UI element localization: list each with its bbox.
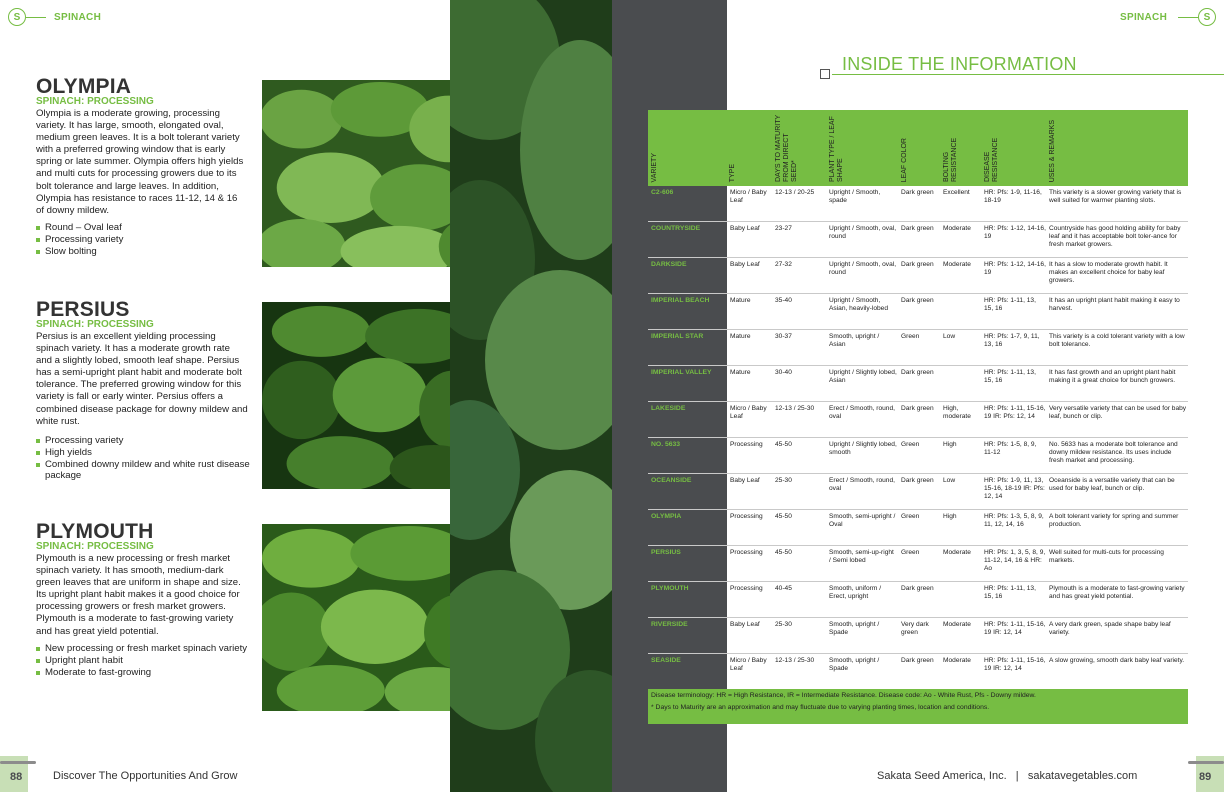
cell-bolting: Low [943, 333, 956, 340]
cell-leaf-color: Dark green [901, 585, 934, 592]
column-header: PLANT TYPE / LEAF SHAPE [829, 116, 844, 182]
cell-plant-type: Smooth, upright / Spade [829, 621, 880, 637]
cell-bolting: Moderate [943, 621, 971, 628]
column-header: VARIETY [651, 152, 658, 182]
footnote: * Days to Maturity are an approximation and may fluctuate due to varying planting times, location and conditions. [651, 704, 990, 711]
feature-item: Round – Oval leaf [36, 222, 256, 234]
cell-bolting: Moderate [943, 657, 971, 664]
cell-variety: PERSIUS [651, 549, 681, 556]
footer-tagline: Discover The Opportunities And Grow [53, 770, 238, 782]
feature-item: Upright plant habit [36, 655, 256, 667]
cell-plant-type: Smooth, uniform / Erect, upright [829, 585, 882, 601]
cell-days: 23-27 [775, 225, 792, 232]
cell-remarks: Countryside has good holding ability for baby leaf and it has acceptable bolt toler-ance for fresh market growers. [1049, 225, 1181, 249]
cell-variety: IMPERIAL BEACH [651, 297, 710, 304]
feature-item: High yields [36, 447, 256, 459]
spinach-background-photo [450, 0, 612, 792]
footer-company: Sakata Seed America, Inc. | sakatavegetables.com [877, 770, 1138, 782]
feature-item: Processing variety [36, 234, 256, 246]
cell-bolting: Low [943, 477, 956, 484]
cell-bolting: Excellent [943, 189, 970, 196]
cell-disease: HR: Pfs: 1-11, 13, 15, 16 [984, 585, 1036, 601]
cell-plant-type: Smooth, upright / Asian [829, 333, 880, 349]
section-title-right: SPINACH [1120, 12, 1168, 23]
cell-bolting: Moderate [943, 549, 971, 556]
cell-variety: RIVERSIDE [651, 621, 688, 628]
cell-plant-type: Smooth, upright / Spade [829, 657, 880, 673]
cell-days: 12-13 / 25-30 [775, 657, 815, 664]
cell-remarks: No. 5633 has a moderate bolt tolerance and downy mildew resistance. Its uses include fresh market and processing. [1049, 441, 1178, 465]
cell-disease: HR: Pfs: 1-5, 8, 9, 11-12 [984, 441, 1037, 457]
page-title: INSIDE THE INFORMATION [842, 54, 1077, 74]
cell-type: Processing [730, 513, 763, 520]
column-header: LEAF COLOR [901, 137, 908, 182]
cell-variety: NO. 5633 [651, 441, 681, 448]
cell-disease: HR: Pfs: 1-12, 14-16, 19 [984, 261, 1046, 277]
cell-remarks: It has a slow to moderate growth habit. It makes an excellent choice for baby leaf growers. [1049, 261, 1168, 285]
cell-variety: C2-606 [651, 189, 674, 196]
cell-disease: HR: Pfs: 1-11, 13, 15, 16 [984, 297, 1036, 313]
cell-days: 27-32 [775, 261, 792, 268]
section-tab-left: S [8, 8, 26, 26]
table-body [648, 186, 1188, 690]
page-tab-bar-left [0, 761, 36, 764]
variety-features [36, 435, 256, 482]
cell-bolting: High [943, 441, 957, 448]
page-tab-bar-right [1188, 761, 1224, 764]
cell-variety: IMPERIAL VALLEY [651, 369, 712, 376]
cell-type: Micro / Baby Leaf [730, 405, 767, 421]
cell-variety: SEASIDE [651, 657, 681, 664]
cell-disease: HR: Pfs: 1-11, 13, 15, 16 [984, 369, 1036, 385]
header-rule-right [1178, 17, 1198, 18]
section-tab-right: S [1198, 8, 1216, 26]
cell-type: Micro / Baby Leaf [730, 657, 767, 673]
column-header: DAYS TO MATURITY FROM DIRECT SEED* [775, 114, 798, 182]
table-row [648, 654, 1188, 690]
table-row [648, 510, 1188, 546]
cell-plant-type: Upright / Smooth, oval, round [829, 225, 897, 241]
cell-plant-type: Erect / Smooth, round, oval [829, 405, 895, 421]
cell-leaf-color: Dark green [901, 477, 934, 484]
cell-days: 12-13 / 20-25 [775, 189, 815, 196]
cell-bolting: High, moderate [943, 405, 971, 421]
cell-type: Baby Leaf [730, 261, 760, 268]
cell-type: Baby Leaf [730, 477, 760, 484]
table-footnotes [648, 689, 1188, 724]
cell-days: 30-37 [775, 333, 792, 340]
cell-remarks: Plymouth is a moderate to fast-growing variety and has great yield potential. [1049, 585, 1185, 601]
cell-leaf-color: Dark green [901, 297, 934, 304]
cell-variety: LAKESIDE [651, 405, 686, 412]
cell-plant-type: Smooth, semi-upright / Oval [829, 513, 896, 529]
cell-type: Processing [730, 549, 763, 556]
cell-plant-type: Upright / Smooth, Asian, heavily-lobed [829, 297, 889, 313]
column-header: BOLTING RESISTANCE [943, 137, 958, 182]
cell-leaf-color: Dark green [901, 657, 934, 664]
cell-days: 45-50 [775, 513, 792, 520]
cell-remarks: It has an upright plant habit making it easy to harvest. [1049, 297, 1180, 313]
header-rule-left [26, 17, 46, 18]
variety-features [36, 643, 256, 678]
cell-bolting: Moderate [943, 261, 971, 268]
cell-remarks: Well suited for multi-cuts for processing markets. [1049, 549, 1164, 565]
cell-leaf-color: Dark green [901, 369, 934, 376]
cell-disease: HR: Pfs: 1-9, 11-16, 18-19 [984, 189, 1042, 205]
variety-subtitle: SPINACH: PROCESSING [36, 319, 154, 330]
cell-leaf-color: Dark green [901, 261, 934, 268]
cell-leaf-color: Very dark green [901, 621, 929, 637]
feature-item: Moderate to fast-growing [36, 667, 256, 679]
cell-disease: HR: Pfs: 1-11, 15-16, 19 IR: 12, 14 [984, 657, 1046, 673]
page-number: 89 [1199, 771, 1212, 783]
cell-disease: HR: Pfs: 1-11, 15-16, 19 IR: 12, 14 [984, 621, 1046, 637]
cell-remarks: A very dark green, spade shape baby leaf variety. [1049, 621, 1171, 637]
table-row [648, 366, 1188, 402]
cell-leaf-color: Green [901, 549, 920, 556]
cell-plant-type: Upright / Smooth, spade [829, 189, 881, 205]
cell-leaf-color: Green [901, 513, 920, 520]
cell-leaf-color: Green [901, 441, 920, 448]
table-row [648, 582, 1188, 618]
variety-title: PLYMOUTH [36, 520, 154, 543]
cell-days: 30-40 [775, 369, 792, 376]
cell-variety: DARKSIDE [651, 261, 687, 268]
cell-remarks: This variety is a cold tolerant variety with a low bolt tolerance. [1049, 333, 1185, 349]
cell-disease: HR: Pfs: 1-3, 5, 8, 9, 11, 12, 14, 16 [984, 513, 1044, 529]
table-row [648, 618, 1188, 654]
cell-days: 40-45 [775, 585, 792, 592]
cell-variety: OLYMPIA [651, 513, 682, 520]
checkbox-icon [820, 69, 830, 79]
column-header: DISEASE RESISTANCE [984, 137, 999, 182]
cell-remarks: Very versatile variety that can be used for baby leaf, bunch or clip. [1049, 405, 1187, 421]
cell-bolting: Moderate [943, 225, 971, 232]
cell-type: Baby Leaf [730, 621, 760, 628]
variety-subtitle: SPINACH: PROCESSING [36, 541, 154, 552]
feature-item: New processing or fresh market spinach variety [36, 643, 256, 655]
cell-leaf-color: Green [901, 333, 920, 340]
table-header [648, 110, 1188, 186]
column-header: TYPE [729, 163, 736, 182]
cell-leaf-color: Dark green [901, 189, 934, 196]
cell-leaf-color: Dark green [901, 225, 934, 232]
cell-days: 12-13 / 25-30 [775, 405, 815, 412]
cell-variety: COUNTRYSIDE [651, 225, 701, 232]
cell-variety: PLYMOUTH [651, 585, 689, 592]
table-row [648, 402, 1188, 438]
cell-type: Mature [730, 333, 751, 340]
cell-variety: OCEANSIDE [651, 477, 692, 484]
variety-description: Persius is an excellent yielding processing spinach variety. It has a moderate growth rate and a slightly lobed, smooth leaf shape. Persius has a semi-upright plant habit and moderate bolt tolerance. The preferred growing window for this variety is fall or early winter. Persius offers a combined disease package for downy mildew and white rust. [36, 331, 248, 427]
cell-type: Baby Leaf [730, 225, 760, 232]
cell-disease: HR: Pfs: 1, 3, 5, 8, 9, 11-12, 14, 16 & HR: Ao [984, 549, 1046, 573]
cell-type: Processing [730, 585, 763, 592]
cell-plant-type: Upright / Slightly lobed, Asian [829, 369, 897, 385]
cell-days: 35-40 [775, 297, 792, 304]
section-title-left: SPINACH [54, 12, 102, 23]
cell-disease: HR: Pfs: 1-7, 9, 11, 13, 16 [984, 333, 1040, 349]
feature-item: Processing variety [36, 435, 256, 447]
variety-title: PERSIUS [36, 298, 130, 321]
cell-type: Processing [730, 441, 763, 448]
cell-days: 25-30 [775, 477, 792, 484]
cell-remarks: A bolt tolerant variety for spring and summer production. [1049, 513, 1179, 529]
feature-item: Combined downy mildew and white rust disease package [36, 459, 256, 483]
cell-leaf-color: Dark green [901, 405, 934, 412]
cell-days: 45-50 [775, 549, 792, 556]
table-row [648, 546, 1188, 582]
variety-title: OLYMPIA [36, 75, 132, 98]
cell-remarks: A slow growing, smooth dark baby leaf variety. [1049, 657, 1185, 664]
cell-type: Mature [730, 369, 751, 376]
cell-disease: HR: Pfs: 1-9, 11, 13, 15-16, 18-19 IR: Pfs: 12, 14 [984, 477, 1045, 501]
variety-table [648, 110, 1188, 690]
table-row [648, 186, 1188, 222]
table-row [648, 438, 1188, 474]
table-row [648, 222, 1188, 258]
cell-remarks: It has fast growth and an upright plant habit making it a great choice for bunch growers. [1049, 369, 1176, 385]
cell-plant-type: Erect / Smooth, round, oval [829, 477, 895, 493]
feature-item: Slow bolting [36, 246, 256, 258]
cell-variety: IMPERIAL STAR [651, 333, 704, 340]
variety-description: Olympia is a moderate growing, processing variety. It has large, smooth, elongated oval, medium green leaves. It is a bolt tolerant variety with a preferred growing window that is early spring or late summer. Olympia offers high yields and multi cuts for processing growers due to its bolt tolerance and large leaves. In addition, Olympia has resistance to races 11-12, 14 & 16 of downy mildew. [36, 108, 244, 216]
cell-remarks: Oceanside is a versatile variety that can be used for baby leaf, bunch or clip. [1049, 477, 1175, 493]
cell-disease: HR: Pfs: 1-11, 15-16, 19 IR: Pfs: 12, 14 [984, 405, 1046, 421]
variety-features [36, 222, 256, 257]
cell-bolting: High [943, 513, 957, 520]
cell-remarks: This variety is a slower growing variety that is well suited for warmer planting slots. [1049, 189, 1182, 205]
footnote: Disease terminology: HR = High Resistance, IR = Intermediate Resistance. Disease code: Ao - White Rust, Pfs - Downy mildew. [651, 692, 1036, 699]
table-row [648, 258, 1188, 294]
table-row [648, 294, 1188, 330]
cell-days: 25-30 [775, 621, 792, 628]
table-row [648, 474, 1188, 510]
cell-plant-type: Smooth, semi-up-right / Semi lobed [829, 549, 894, 565]
cell-plant-type: Upright / Smooth, oval, round [829, 261, 897, 277]
cell-days: 45-50 [775, 441, 792, 448]
variety-subtitle: SPINACH: PROCESSING [36, 96, 154, 107]
cell-plant-type: Upright / Slightly lobed, smooth [829, 441, 897, 457]
variety-description: Plymouth is a new processing or fresh market spinach variety. It has smooth, medium-dark green leaves that are uniform in shape and size. Its upright plant habit makes it a good choice for processing growers or fresh market growers. Plymouth is a moderate to fast-growing variety and has great yield potential. [36, 553, 241, 637]
cell-disease: HR: Pfs: 1-12, 14-16, 19 [984, 225, 1046, 241]
table-row [648, 330, 1188, 366]
page-number: 88 [10, 771, 23, 783]
cell-type: Micro / Baby Leaf [730, 189, 767, 205]
cell-type: Mature [730, 297, 751, 304]
column-header: USES & REMARKS [1049, 119, 1056, 182]
